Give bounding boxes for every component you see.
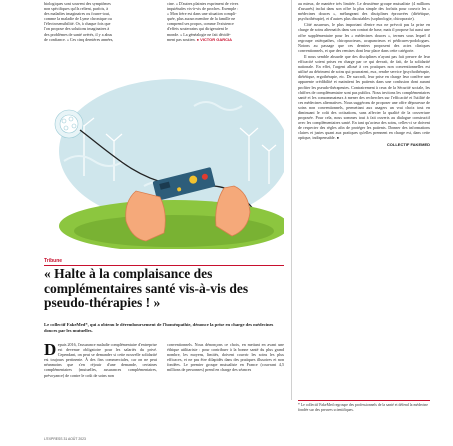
top-middle-column	[167, 1, 284, 51]
author-signature: COLLECTIF FAKEMED	[386, 141, 430, 147]
text-line: monde. » La généalogie ne fait décidé-	[167, 31, 231, 37]
top-left-column	[44, 1, 156, 45]
page-footer: L'EXPRESS 31 AOÛT 2023	[44, 437, 86, 441]
paragraph: au mieux, de manière très limitée. Le deuxième groupe mutualiste (4 millions d'assurés) inclut dans son offre la plus simple des forfaits pour couvrir les « médecines douces », mélangeant des disciplines éprouvées (diététique, psychothérapie), et d'autres plus discutables (sophrologie, chiropraxie).	[298, 1, 430, 22]
column-divider	[291, 0, 292, 400]
tribune-column-1: Depuis 2016, l'assurance maladie complémentaire d'entreprise est devenue obligatoire pour les salariés du privé. Cependant, on peut se demander si cette nouvelle solidarité est toujours pertinente. À des fins commerciales, car on ne peut néanmoins que s'en réjouir d'une demande, certaines complémentaires (mutuelles, assurances complémentaires, prévoyance) de contre le coût de soins non	[44, 342, 157, 378]
text-line: des problèmes de santé avérés, il y a abus	[44, 31, 113, 37]
section-tag: Tribune	[44, 258, 63, 264]
text-line: quée, plus aucun membre de la famille ne	[167, 16, 236, 22]
paragraph: Côté assureurs, le plus important d'entre eux ne prévoit pas la prise en charge de soins alternatifs dans son contrat de base, mais il propose lui aussi une offre supplémentaire pour les « médecines douces », termes sous lequel il regroupe ostéopathes, chiropracteurs, acupuncteurs et pédicures-podologues. Notons au passage que ces derniers proposent des actes cliniques conventionnels, et que des remises dont leur place dans cette catégorie.	[298, 22, 430, 53]
author-signature: ● VICTOR GARCIA	[196, 36, 233, 42]
text-line: de confiance. » Ces cinq dernières années,	[44, 36, 114, 42]
text-line: inquiétudes vis-à-vis de proches. Exemple :	[167, 6, 239, 12]
text-line: « Mon frère est dans une situation compli-	[167, 11, 237, 17]
text-line: l'électrosensibilité. Or, à chaque fois que	[44, 21, 111, 27]
text-line: comme la maladie de Lyme chronique ou	[44, 16, 112, 22]
dropcap: D	[44, 342, 57, 359]
electric-spark	[55, 110, 83, 138]
text-line: comprend ses propos, comme l'existence	[167, 21, 234, 27]
text-line: des maladies imaginaires ou fourre-tout,	[44, 11, 111, 17]
paragraph: Il nous semble absurde que des disciplines n'ayant pas fait preuve de leur efficacité soient prises en charge par ce qui devrait, de fait, de la solidarité nationale. En effet, l'argent alloué à ces pratiques non conventionnelles est utilisé au détriment de soins qui pourraient, eux, rendre service (psychothérapie, diététique, ergothérapie, etc. De surcroît, leur prise en charge leur confère une apparente crédibilité et maintient les patients dans une confusion dont aurant profiter les pseudo-thérapeutes. Contrairement à ceux de la Sécurité sociale, les chiffres de complémentaire sont pas publics. Nous invitons les complémentaires santé et les consommateurs à mener des recherches sur l'efficacité et l'utilité de ces médecines alternatives. Nous suggérons de proposer une offre dépourvue de soins non conventionnels, permettant aux usagers un vrai choix tout en diminuant le coût des cotisations, sans affecter la qualité de la couverture proposée. Pour cela, nous sommes tout à fait ouverts au dialogue constructif avec les complémentaires santé. En tant qu'acteur des soins, celles-ci se doivent de respecter des règles afin de protéger les patients. Donner des informations claires et justes quant aux pratiques qu'elles prennent en charge est, dans cette optique, indispensable. ●	[298, 53, 430, 141]
illustration	[44, 66, 284, 249]
text-line: cine. » D'autres plaintes expriment de vives	[167, 1, 239, 6]
text-line: biologiques sont souvent des symptômes	[44, 1, 111, 6]
text-line: d'effets souterrains qui dirigeraient le	[167, 26, 228, 32]
right-column	[298, 1, 430, 397]
article-headline: « Halte à la complaisance des complémentaires santé vis-à-vis des pseudo-thérapies ! »	[44, 266, 249, 310]
article-lede: Le collectif FakeMed*, qui a obtenu le déremboursement de l'homéopathie, dénonce la prise en charge des médecines douces par les mutuelles.	[44, 322, 274, 333]
text-line	[167, 37, 284, 42]
text-line: non spécifiques qu'ils relient, parfois, à	[44, 6, 109, 12]
text-line: l'on propose des solutions imaginaires à	[44, 26, 110, 32]
tribune-column-2: conventionnels. Nous dénonçons ce choix, en mettant en avant une éthique utilitariste : pour contribuer à la bonne santé du plus grand nombre, les moyens, limités, doivent couvrir les soins les plus efficaces, et ne pas être dilapidés dans des pratiques illusoires et non fondées. Le premier groupe mutualiste en France (couvrant 4,5 millions de personnes) prend en charge des séances	[167, 342, 284, 373]
text-end: ment pas soutien.	[167, 36, 196, 42]
footnote-box: * Le collectif FakeMed regroupe des professionnels de la santé et défend la médecine fondée sur des preuves scientifiques.	[298, 400, 430, 412]
